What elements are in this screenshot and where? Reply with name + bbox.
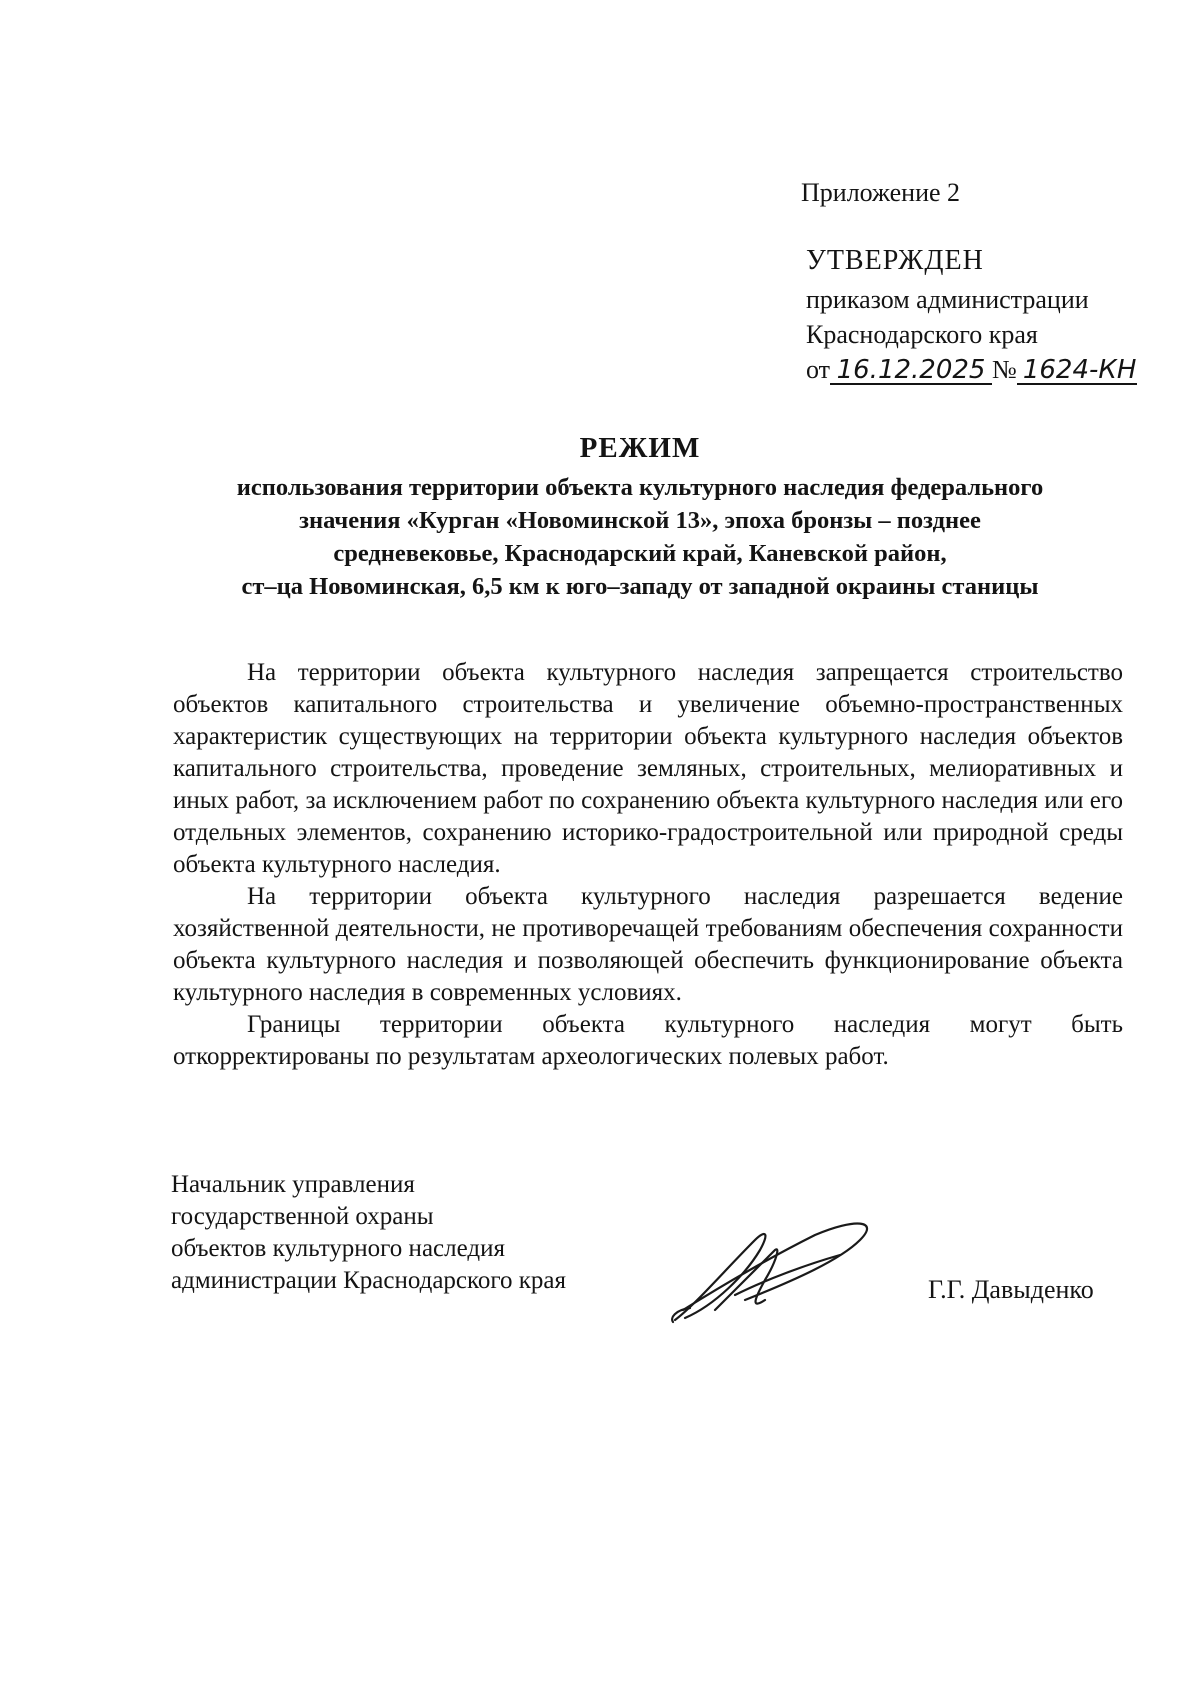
date-prefix: от (806, 355, 831, 384)
title-line-1: использования территории объекта культурного наследия федерального (236, 474, 1044, 501)
title-main: РЕЖИМ (579, 432, 701, 464)
position-line-3: объектов культурного наследия (171, 1235, 505, 1262)
position-line-1: Начальник управления (171, 1171, 415, 1198)
position-line-2: государственной охраны (171, 1203, 434, 1230)
approval-stamp (806, 243, 1137, 387)
approval-line-1: приказом администрации (806, 285, 1089, 314)
appendix-label: Приложение 2 (801, 178, 961, 207)
title-line-4: ст–ца Новоминская, 6,5 км к юго–западу от западной окраины станицы (241, 573, 1039, 600)
document-title (160, 432, 1120, 603)
paragraph-boundaries: Границы территории объекта культурного наследия могут быть откорректированы по результатам археологических полевых работ. (173, 1011, 1123, 1070)
signatory-position (171, 1169, 566, 1297)
title-line-2: значения «Курган «Новоминской 13», эпоха бронзы – позднее (299, 507, 981, 534)
position-line-4: администрации Краснодарского края (171, 1267, 567, 1294)
paragraph-permissions: На территории объекта культурного наследия разрешается ведение хозяйственной деятельности, не противоречащей требованиям обеспечения сохранности объекта культурного наследия и позволяющей обеспечить функционирование объекта культурного наследия в современных условиях. (173, 883, 1123, 1006)
number-prefix: № (992, 355, 1017, 384)
approval-line-2: Краснодарского края (806, 320, 1038, 349)
document-body (173, 657, 1123, 1073)
handwritten-signature (655, 1210, 915, 1330)
paragraph-prohibitions: На территории объекта культурного наследия запрещается строительство объектов капитального строительства и увеличение объемно-пространственных характеристик существующих на территории объекта культурного наследия объектов капитального строительства, проведение земляных, строительных, мелиоративных и иных работ, за исключением работ по сохранению объекта культурного наследия или его отдельных элементов, сохранению историко-градостроительной или природной среды объекта культурного наследия. (173, 659, 1123, 878)
order-date: 16.12.2025 (830, 357, 992, 385)
approved-heading: УТВЕРЖДЕН (806, 245, 984, 276)
order-number: 1624-КН (1017, 357, 1137, 385)
signer-name: Г.Г. Давыденко (928, 1275, 1094, 1304)
order-date-line (806, 352, 1137, 387)
title-line-3: средневековье, Краснодарский край, Каневской район, (333, 540, 947, 567)
